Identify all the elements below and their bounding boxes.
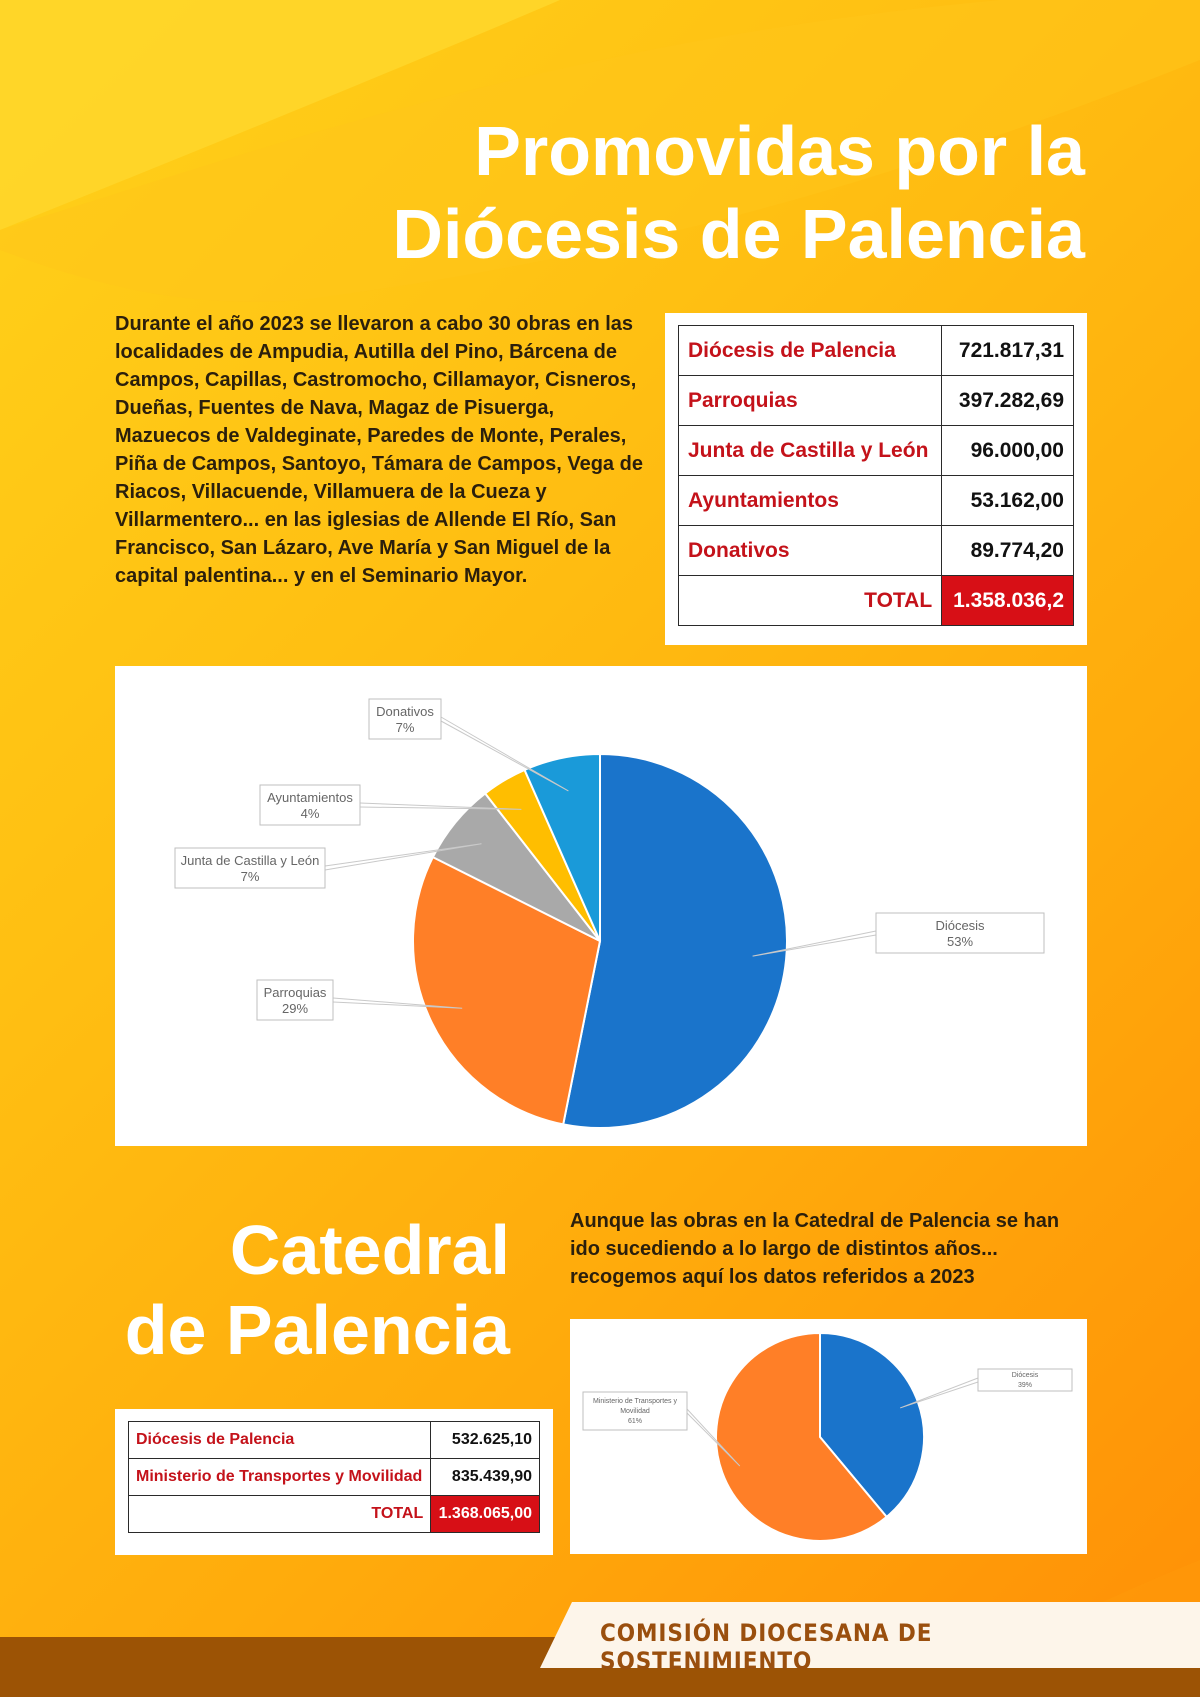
data-label-name: Movilidad [620, 1408, 650, 1415]
row-label: Junta de Castilla y León [679, 426, 942, 476]
table-total-row [679, 576, 1074, 626]
diocese-pie-chart [115, 666, 1087, 1146]
data-label-percent: 7% [395, 720, 415, 735]
cathedral-pie-chart [570, 1319, 1087, 1554]
data-label-name: Parroquias [263, 985, 327, 1000]
data-label-name: Ayuntamientos [267, 790, 353, 805]
cathedral-title-line1: Catedral [229, 1211, 510, 1289]
row-label: Donativos [679, 526, 942, 576]
intro-paragraph: Durante el año 2023 se llevaron a cabo 30 obras en las localidades de Ampudia, Autilla del Pino, Bárcena de Campos, Capillas, Castromocho, Cillamayor, Cisneros, Dueñas, Fuentes de Nava, Magaz de Pisuerga, Mazuecos de Valdeginate, Paredes de Monte, Perales, Piña de Campos, Santoyo, Támara de Campos, Vega de Riacos, Villacuende, Villamuera de la Cueza y Villarmentero... en las iglesias de Allende El Río, San Francisco, San Lázaro, Ave María y San Miguel de la capital palentina... y en el Seminario Mayor. [115, 313, 643, 587]
data-label-name: Junta de Castilla y León [180, 853, 320, 868]
data-label-name: Diócesis [935, 918, 985, 933]
table-total-row [129, 1496, 540, 1533]
row-value: 96.000,00 [942, 426, 1074, 476]
table-row [679, 376, 1074, 426]
data-label-percent: 61% [627, 1418, 643, 1425]
data-label-percent: 53% [946, 934, 974, 949]
table-row [679, 426, 1074, 476]
diocese-funding-table-card [665, 313, 1087, 645]
row-label: Diócesis de Palencia [679, 326, 942, 376]
total-label: TOTAL [679, 576, 942, 626]
cathedral-note: Aunque las obras en la Catedral de Palencia se han ido sucediendo a lo largo de distintos años... recogemos aquí los datos referidos a 2023 [570, 1210, 1060, 1288]
data-label-percent: 4% [300, 806, 320, 821]
row-value: 835.439,90 [431, 1459, 540, 1496]
row-value: 89.774,20 [942, 526, 1074, 576]
table-row [129, 1422, 540, 1459]
page-title-line1: Promovidas por la [474, 112, 1085, 190]
data-label-percent: 7% [240, 869, 260, 884]
page-title-line2: Diócesis de Palencia [392, 195, 1085, 273]
table-row [679, 326, 1074, 376]
table-row [129, 1459, 540, 1496]
total-value: 1.368.065,00 [431, 1496, 540, 1533]
cathedral-funding-table-card [115, 1409, 553, 1555]
data-label-name: Ministerio de Transportes y [592, 1398, 678, 1405]
data-label-percent: 29% [281, 1001, 309, 1016]
table-row [679, 476, 1074, 526]
total-value: 1.358.036,2 [942, 576, 1074, 626]
data-label-name: Donativos [376, 704, 434, 719]
cathedral-title [125, 1210, 510, 1370]
data-label-percent: 39% [1017, 1382, 1033, 1389]
row-label: Ministerio de Transportes y Movilidad [129, 1459, 431, 1496]
row-value: 53.162,00 [942, 476, 1074, 526]
table-row [679, 526, 1074, 576]
data-label-name: Diócesis [1011, 1372, 1039, 1379]
footer-text: COMISIÓN DIOCESANA DE SOSTENIMIENTO [600, 1619, 933, 1675]
cathedral-funding-table [128, 1421, 540, 1533]
diocese-funding-table [678, 325, 1074, 626]
row-label: Parroquias [679, 376, 942, 426]
page-title [392, 110, 1085, 276]
total-label: TOTAL [129, 1496, 431, 1533]
row-value: 721.817,31 [942, 326, 1074, 376]
cathedral-title-line2: de Palencia [124, 1291, 510, 1369]
cathedral-pie-chart-card [570, 1319, 1087, 1554]
diocese-pie-chart-card [115, 666, 1087, 1146]
row-value: 532.625,10 [431, 1422, 540, 1459]
row-value: 397.282,69 [942, 376, 1074, 426]
row-label: Diócesis de Palencia [129, 1422, 431, 1459]
row-label: Ayuntamientos [679, 476, 942, 526]
